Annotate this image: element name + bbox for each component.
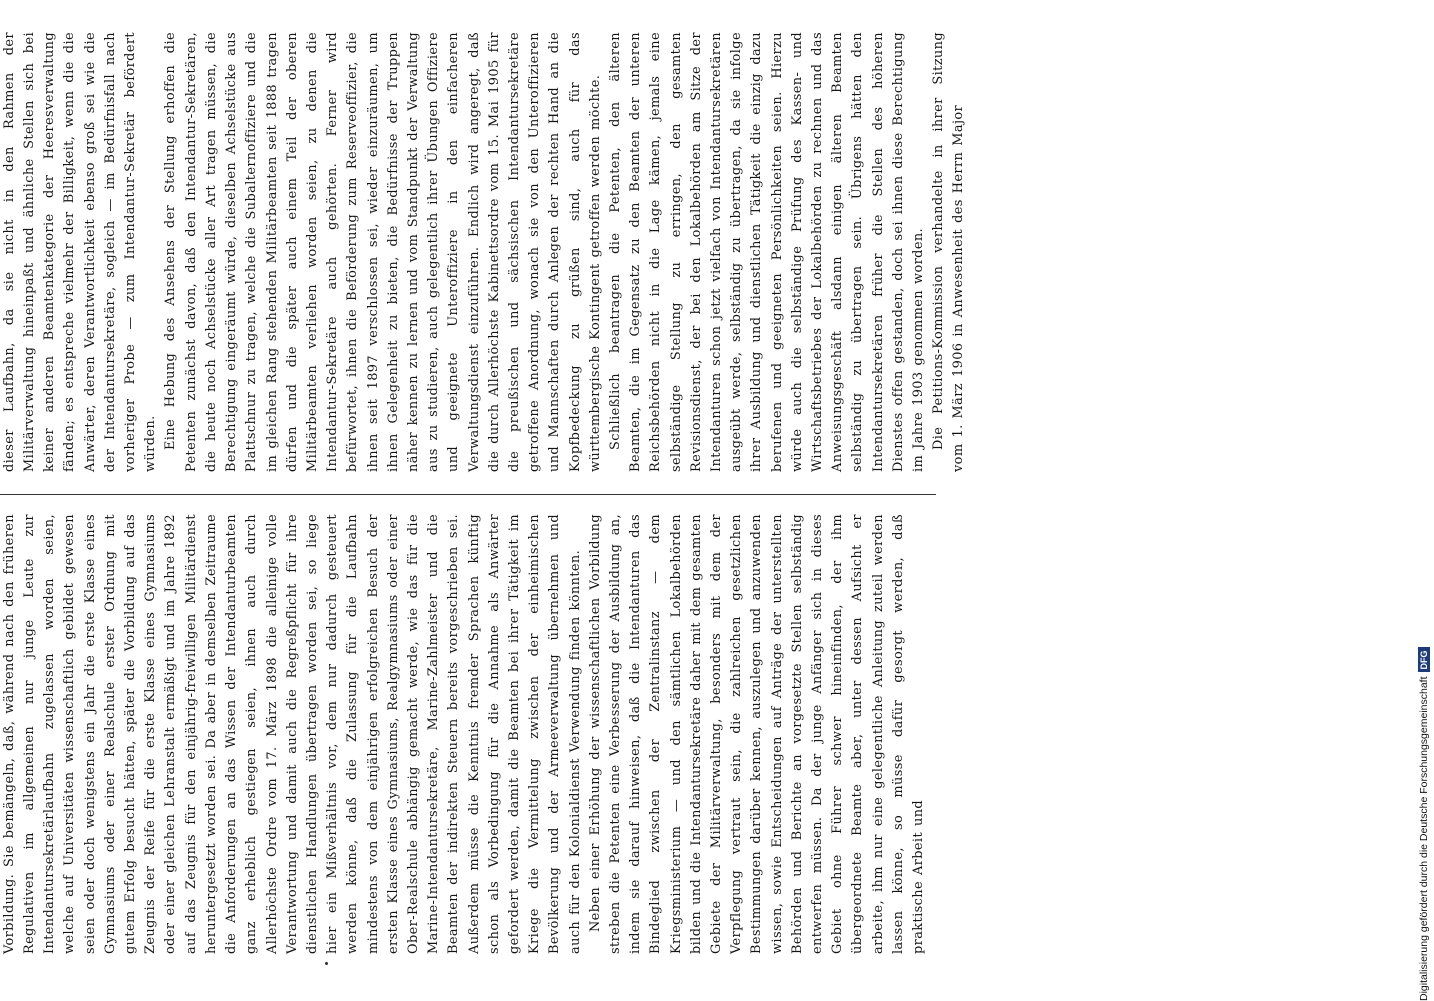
speck xyxy=(325,962,328,965)
paragraph: Neben einer Erhöhung der wissenschaftlichen Vorbildung streben die Petenten eine Verbesserung der Ausbildung an, indem sie darauf hinweisen, daß die Intendanturen das Bindeglied zwischen der Zentralinstanz — dem Kriegsministerium — und den sämtlichen Lokalbehörden bilden und die Intendantursekretäre daher mit dem gesamten Gebiete der Militärverwaltung, besonders mit dem der Verpflegung vertraut sein, die zahlreichen gesetzlichen Bestimmungen darüber kennen, auszulegen und anzuwenden wissen, sowie Entscheidungen auf Anträge der unterstellten Behörden und Berichte an vorgesetzte Stellen selbständig entwerfen müssen. Da der junge Anfänger sich in dieses Gebiet ohne Führer schwer hineinfinden, der ihm übergeordnete Beamte aber, unter dessen Aufsicht er arbeite, ihm nur eine gelegentliche Anleitung zuteil werden lassen könne, so müsse dafür gesorgt werden, daß praktische Arbeit und xyxy=(587,514,926,954)
paragraph: Vorbildung. Sie bemängeln, daß, während nach den früheren Regulativen im allgemeinen nur junge Leute zur Intendantursekretärlaufbahn zugelassen worden seien, welche auf Universitäten wissenschaftlich gebildet gewesen seien oder doch wenigstens ein Jahr die erste Klasse eines Gymnasiums oder einer Realschule erster Ordnung mit gutem Erfolg besucht hätten, später die Vorbildung auf das Zeugnis der Reife für die erste Klasse eines Gymnasiums oder einer gleichen Lehranstalt ermäßigt und im Jahre 1892 auf das Zeugnis für den einjährig-freiwilligen Militärdienst heruntergesetzt worden sei. Da aber in demselben Zeitraume die Anforderungen an das Wissen der Intendanturbeamten ganz erheblich gestiegen seien, ihnen auch durch Allerhöchste Ordre vom 17. März 1898 die alleinige volle Verantwortung und damit auch die Regreßpflicht für ihre dienstlichen Handlungen übertragen worden sei, so liege hier ein Mißverhältnis vor, dem nur dadurch gesteuert werden könne, daß die Zulassung für die Laufbahn mindestens von dem einjährigen erfolgreichen Besuch der ersten Klasse eines Gymnasiums, Realgymnasiums oder einer Ober-Realschule abhängig gemacht werde, wie das für die Marine-Intendantursekretäre, Marine-Zahlmeister und die Beamten der indirekten Steuern bereits vorgeschrieben sei. Außerdem müsse die Kenntnis fremder Sprachen künftig schon als Vorbedingung für die Annahme als Anwärter gefordert werden, damit die Beamten bei ihrer Tätigkeit im Kriege die Vermittelung zwischen der einheimischen Bevölkerung und der Armeeverwaltung übernehmen und auch für den Kolonialdienst Verwendung finden könnten. xyxy=(1,514,583,954)
column-divider xyxy=(0,494,936,495)
paragraph: Die Petitions-Kommission verhandelte in ihrer Sitzung vom 1. März 1906 in Anwesenheit des Herrn Major xyxy=(931,32,967,472)
margin-credit xyxy=(1416,8,1434,1001)
paragraph: Schließlich beantragen die Petenten, den älteren Beamten, die im Gegensatz zu den Beamten der unteren Reichsbehörden nicht in die Lage kämen, jemals eine selbständige Stellung zu erringen, den gesamten Revisionsdienst, der bei den Lokalbehörden am Sitze der Intendanturen schon jetzt vielfach von Intendantursekretären ausgeübt werde, selbständig zu übertragen, da sie infolge ihrer Ausbildung und dienstlichen Tätigkeit die einzig dazu berufenen und geeigneten Persönlichkeiten seien. Hierzu würde auch die selbständige Prüfung des Kassen- und Wirtschaftsbetriebes der Lokalbehörden zu rechnen und das Anweisungsgeschäft alsdann einigen älteren Beamten selbständig zu übertragen sein. Übrigens hätten den Intendantursekretären früher die Stellen des höheren Dienstes offen gestanden, doch sei ihnen diese Berechtigung im Jahre 1903 genommen worden. xyxy=(607,32,926,472)
text-column-right xyxy=(0,32,967,472)
paragraph: dieser Laufbahn, da sie nicht in den Rahmen der Militärverwaltung hineinpaßt und ähnliche Stellen sich bei keiner anderen Beamtenkategorie der Heeresverwaltung fänden; es entspreche vielmehr der Billigkeit, wenn die die Anwärter, deren Verantwortlichkeit ebenso groß sei wie die der Intendantursekretäre, sogleich — im Bedürfnisfall nach vorheriger Probe — zum Intendantur-Sekretär befördert würden. xyxy=(1,32,159,472)
rotated-page-content xyxy=(0,32,967,954)
credit-text: Digitalisierung gefördert durch die Deutsche Forschungsgemeinschaft xyxy=(1418,676,1430,1001)
dfg-logo: DFG xyxy=(1418,647,1430,672)
text-column-left xyxy=(0,514,936,954)
paragraph: Eine Hebung des Ansehens der Stellung erhoffen die Petenten zunächst davon, daß den Intendantur-Sekretären, die heute noch Achselstücke aller Art tragen müssen, die Berechtigung eingeräumt würde, dieselben Achselstücke aus Plattschnur zu tragen, welche die Subalternoffiziere und die im gleichen Rang stehenden Militärbeamten seit 1888 tragen dürfen und die später auch einem Teil der oberen Militärbeamten verliehen worden seien, zu denen die Intendantur-Sekretäre auch gehörten. Ferner wird befürwortet, ihnen die Beförderung zum Reserveoffizier, die ihnen seit 1897 verschlossen sei, wieder einzuräumen, um ihnen Gelegenheit zu bieten, die Bedürfnisse der Truppen näher kennen zu lernen und vom Standpunkt der Verwaltung aus zu studieren, auch gelegentlich ihrer Übungen Offiziere und geeignete Unteroffiziere in den einfacheren Verwaltungsdienst einzuführen. Endlich wird angeregt, daß die durch Allerhöchste Kabinettsordre vom 15. Mai 1905 für die preußischen und sächsischen Intendantursekretäre getroffene Anordnung, wonach sie von den Unteroffizieren und Mannschaften durch Anlegen der rechten Hand an die Kopfbedeckung zu grüßen sind, auch für das württembergische Kontingent getroffen werden möchte. xyxy=(163,32,603,472)
